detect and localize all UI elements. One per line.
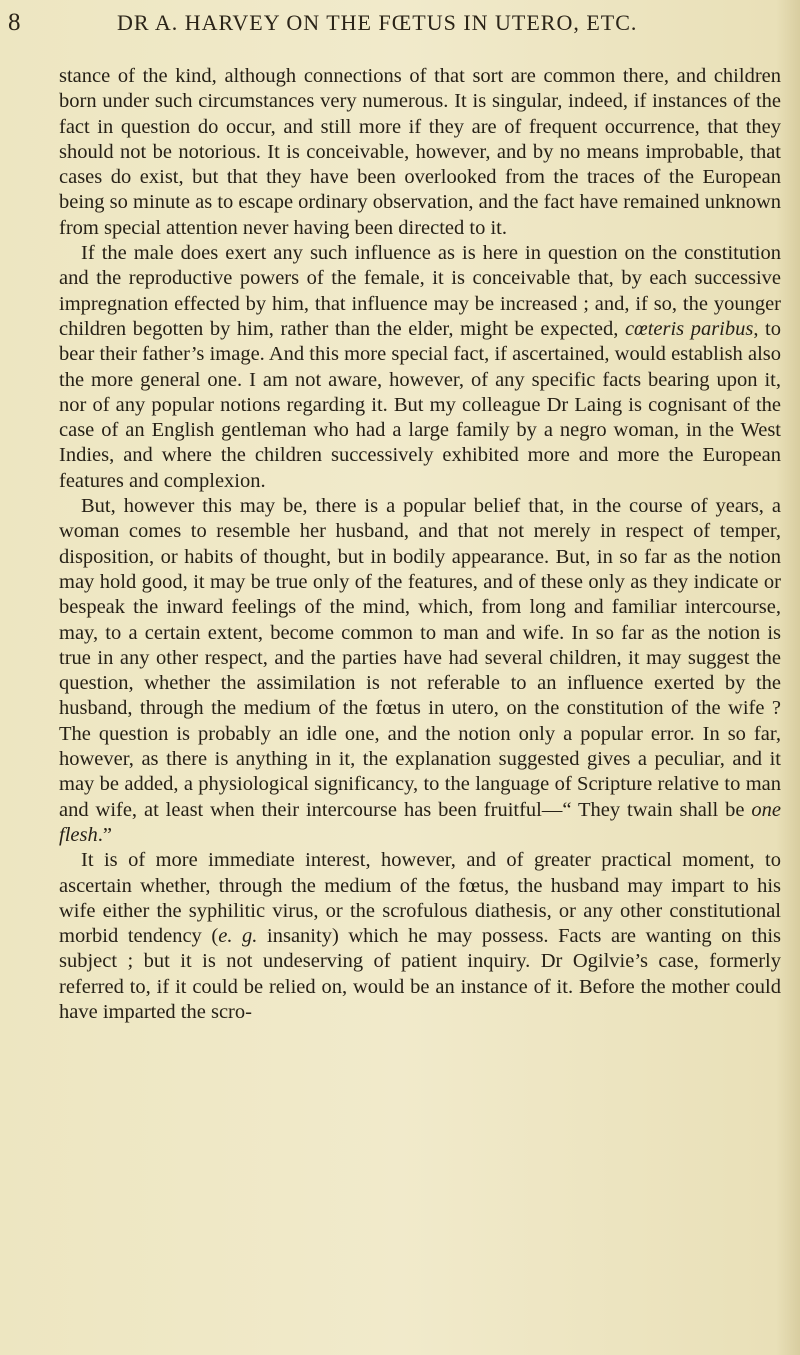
- text-run: .”: [97, 823, 112, 846]
- paragraph: [59, 848, 781, 1025]
- italic-phrase: one flesh: [59, 798, 781, 846]
- text-run: If the male does exert any such influence as is here in question on the constitution and the reproductive powers of the female, it is conceivable that, by each successive impregnation effected by him, that influence may be increased ; and, if so, the younger children begotten by him, rather than the elder, might be expected,: [59, 242, 781, 340]
- italic-phrase: e. g.: [218, 925, 258, 948]
- text-run: insanity) which he may possess. Facts are wanting on this subject ; but it is not undeserving of patient inquiry. Dr Ogilvie’s case, formerly referred to, if it could be relied on, would be an instance of it. Before the mother could have imparted the scro-: [59, 925, 781, 1023]
- paragraph: [59, 241, 781, 494]
- page-number: 8: [8, 9, 21, 36]
- paragraph: [59, 64, 781, 241]
- text-run: stance of the kind, although connections of that sort are common there, and children born under such circumstances very numerous. It is singular, indeed, if instances of the fact in question do occur, and still more if they are of frequent occurrence, that they should not be notorious. It is conceivable, however, and by no means improbable, that cases do exist, but that they have been overlooked from the traces of the European being so minute as to escape ordinary observation, and the fact have remained unknown from special attention never having been directed to it.: [59, 65, 781, 239]
- paragraph: [59, 494, 781, 848]
- running-head: DR A. HARVEY ON THE FŒTUS IN UTERO, ETC.: [117, 10, 638, 35]
- page-header: [8, 8, 748, 38]
- italic-phrase: cœteris paribus: [624, 317, 754, 340]
- body-text: [59, 64, 781, 1025]
- text-run: , to bear their father’s image. And this more special fact, if ascertained, would establish also the more general one. I am not aware, however, of any specific facts bearing upon it, nor of any popular notions regarding it. But my colleague Dr Laing is cognisant of the case of an English gentleman who had a large family by a negro woman, in the West Indies, and where the children successively exhibited more and more the European features and complexion.: [59, 317, 781, 492]
- text-run: It is of more immediate interest, however, and of greater practical moment, to ascertain whether, through the medium of the fœtus, the husband may impart to his wife either the syphilitic virus, or the scrofulous diathesis, or any other constitutional morbid tendency (: [59, 849, 781, 948]
- text-run: But, however this may be, there is a popular belief that, in the course of years, a woman comes to resemble her husband, and that not merely in respect of temper, disposition, or habits of thought, but in bodily appearance. But, in so far as the notion may hold good, it may be true only of the features, and of these only as they indicate or bespeak the inward feelings of the mind, which, from long and familiar intercourse, may, to a certain extent, become common to man and wife. In so far as the notion is true in any other respect, and the parties have had several children, it may suggest the question, whether the assimilation is not referable to an influence exerted by the husband, through the medium of the fœtus in utero, on the constitution of the wife ? The question is probably an idle one, and the notion only a popular error. In so far, however, as there is anything in it, the explanation suggested gives a peculiar, and it may be added, a physiological significancy, to the language of Scripture relative to man and wife, at least when their intercourse has been fruitful—“ They twain shall be: [59, 495, 781, 821]
